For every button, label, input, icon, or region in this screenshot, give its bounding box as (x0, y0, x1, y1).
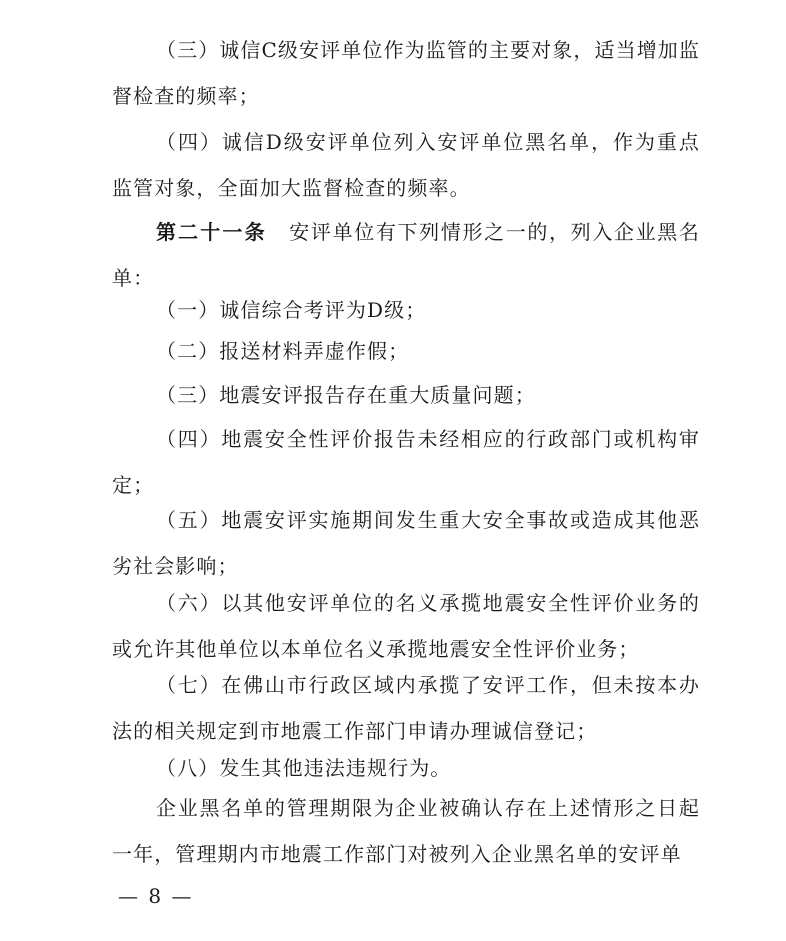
list-item-5: （五）地震安评实施期间发生重大安全事故或造成其他恶劣社会影响； (112, 508, 700, 578)
article-21-text: 安评单位有下列情形之一的，列入企业黑名单： (112, 220, 700, 290)
list-item-7: （七）在佛山市行政区域内承揽了安评工作，但未按本办法的相关规定到市地震工作部门申请办理诚信登记； (112, 673, 700, 743)
list-item-8: （八）发生其他违法违规行为。 (156, 756, 452, 780)
paragraph-credit-d: （四）诚信D级安评单位列入安评单位黑名单，作为重点监管对象，全面加大监督检查的频率。 (112, 130, 700, 200)
paragraph-blacklist-period: 企业黑名单的管理期限为企业被确认存在上述情形之日起一年，管理期内市地震工作部门对被列入企业黑名单的安评单 (112, 796, 700, 866)
list-item-4: （四）地震安全性评价报告未经相应的行政部门或机构审定； (112, 427, 700, 497)
page-number: — 8 — (118, 884, 194, 908)
list-item-6: （六）以其他安评单位的名义承揽地震安全性评价业务的或允许其他单位以本单位名义承揽地震安全性评价业务； (112, 591, 700, 661)
list-item-1: （一）诚信综合考评为D级； (156, 298, 427, 322)
paragraph-credit-c: （三）诚信C级安评单位作为监管的主要对象，适当增加监督检查的频率； (112, 38, 700, 108)
list-item-3: （三）地震安评报告存在重大质量问题； (156, 383, 536, 407)
list-item-2: （二）报送材料弄虚作假； (156, 339, 410, 363)
article-21-title: 第二十一条 (156, 220, 267, 244)
